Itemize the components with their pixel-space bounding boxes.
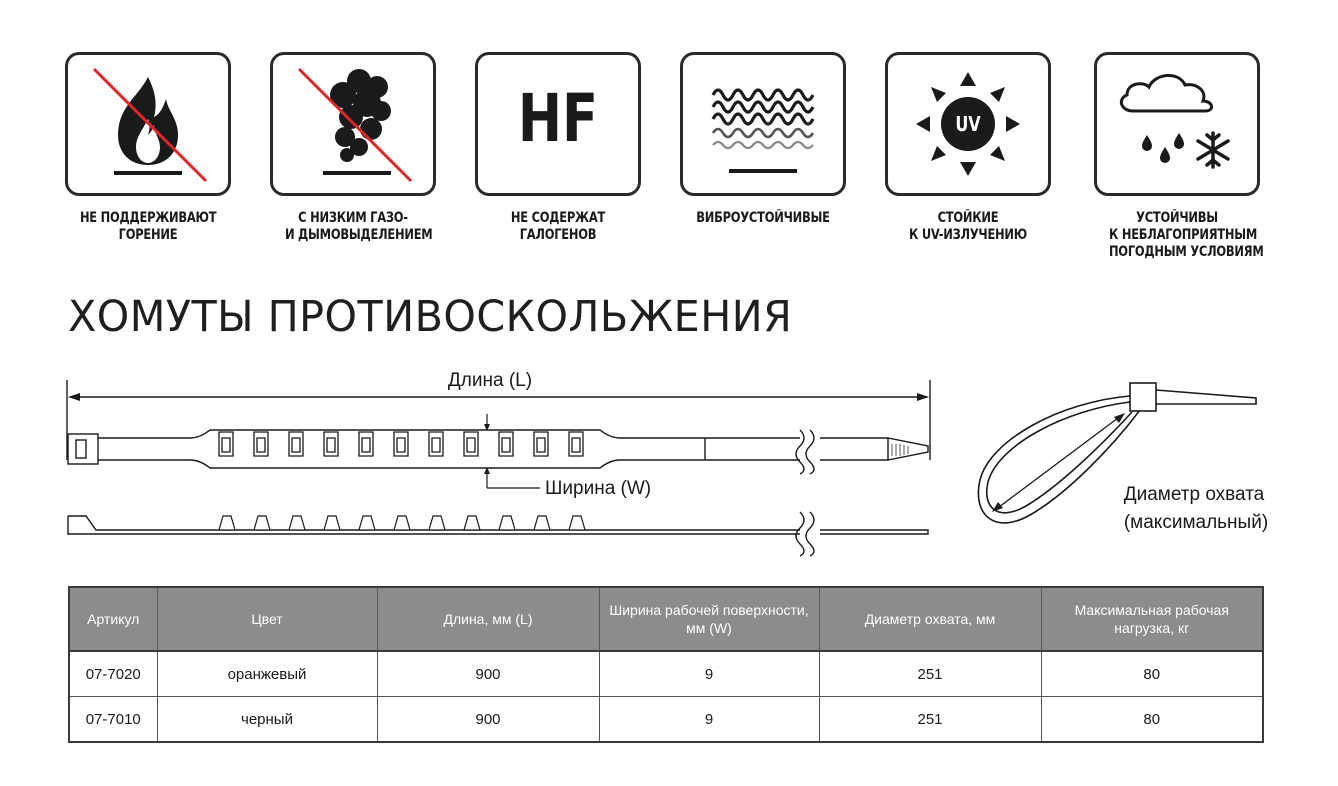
header-load bbox=[1041, 587, 1263, 651]
feature-vibration bbox=[680, 52, 846, 227]
header-text: Максимальная рабочая bbox=[1074, 602, 1229, 618]
feature-no-fire bbox=[65, 52, 231, 244]
vibration-icon bbox=[680, 52, 846, 196]
feature-caption-line: ГОРЕНИЕ bbox=[118, 227, 178, 243]
no-fire-icon bbox=[65, 52, 231, 196]
feature-uv bbox=[885, 52, 1051, 244]
feature-halogen-free bbox=[475, 52, 641, 244]
length-label: Длина (L) bbox=[447, 370, 533, 391]
feature-caption-line: ПОГОДНЫМ УСЛОВИЯМ bbox=[1108, 244, 1264, 260]
feature-caption-line: НЕ СОДЕРЖАТ bbox=[510, 210, 606, 226]
table-row bbox=[69, 651, 1263, 697]
table-cell: 251 bbox=[819, 697, 1041, 743]
feature-no-smoke bbox=[270, 52, 436, 244]
table-header-row bbox=[69, 587, 1263, 651]
feature-caption-line: СТОЙКИЕ bbox=[937, 210, 999, 226]
table-cell: 9 bbox=[599, 697, 819, 743]
table-cell: 251 bbox=[819, 651, 1041, 697]
table-row bbox=[69, 697, 1263, 743]
halogen-free-icon bbox=[475, 52, 641, 196]
table-cell: 07-7010 bbox=[69, 697, 157, 743]
header-text: нагрузка, кг bbox=[1114, 620, 1190, 636]
diameter-label-line2: (максимальный) bbox=[1123, 512, 1269, 533]
feature-weather bbox=[1094, 52, 1264, 261]
feature-caption-line: ГАЛОГЕНОВ bbox=[519, 227, 597, 243]
header-text: Цвет bbox=[251, 611, 283, 627]
feature-caption-line: К UV-ИЗЛУЧЕНИЮ bbox=[908, 227, 1028, 243]
feature-caption-line: НЕ ПОДДЕРЖИВАЮТ bbox=[79, 210, 217, 226]
header-width bbox=[599, 587, 819, 651]
header-text: Длина, мм (L) bbox=[443, 611, 533, 627]
uv-sun-icon bbox=[885, 52, 1051, 196]
uv-icon-text: UV bbox=[955, 112, 981, 136]
table-cell: 80 bbox=[1041, 651, 1263, 697]
feature-caption-line: С НИЗКИМ ГАЗО- bbox=[298, 210, 408, 226]
feature-caption-line: К НЕБЛАГОПРИЯТНЫМ bbox=[1108, 227, 1258, 243]
table-cell: 07-7020 bbox=[69, 651, 157, 697]
no-smoke-icon bbox=[270, 52, 436, 196]
width-label: Ширина (W) bbox=[545, 478, 652, 499]
table-cell: оранжевый bbox=[157, 651, 377, 697]
header-article bbox=[69, 587, 157, 651]
page-title: ХОМУТЫ ПРОТИВОСКОЛЬЖЕНИЯ bbox=[68, 292, 793, 342]
table-cell: черный bbox=[157, 697, 377, 743]
header-text: мм (W) bbox=[686, 620, 732, 636]
weather-icon bbox=[1094, 52, 1260, 196]
header-text: Артикул bbox=[87, 611, 140, 627]
table-cell: 900 bbox=[377, 651, 599, 697]
header-diameter bbox=[819, 587, 1041, 651]
table-cell: 80 bbox=[1041, 697, 1263, 743]
header-length bbox=[377, 587, 599, 651]
feature-caption-line: И ДЫМОВЫДЕЛЕНИЕМ bbox=[284, 227, 433, 243]
cable-tie-diagram bbox=[0, 360, 1338, 570]
header-text: Диаметр охвата, мм bbox=[864, 611, 996, 627]
hf-icon-text: HF bbox=[517, 80, 599, 157]
spec-table bbox=[68, 586, 1264, 743]
table-cell: 9 bbox=[599, 651, 819, 697]
table-cell: 900 bbox=[377, 697, 599, 743]
feature-caption-line: УСТОЙЧИВЫ bbox=[1136, 210, 1218, 226]
feature-caption-line: ВИБРОУСТОЙЧИВЫЕ bbox=[696, 210, 830, 226]
diameter-label-line1: Диаметр охвата bbox=[1123, 484, 1265, 505]
header-text: Ширина рабочей поверхности, bbox=[609, 602, 809, 618]
header-color bbox=[157, 587, 377, 651]
